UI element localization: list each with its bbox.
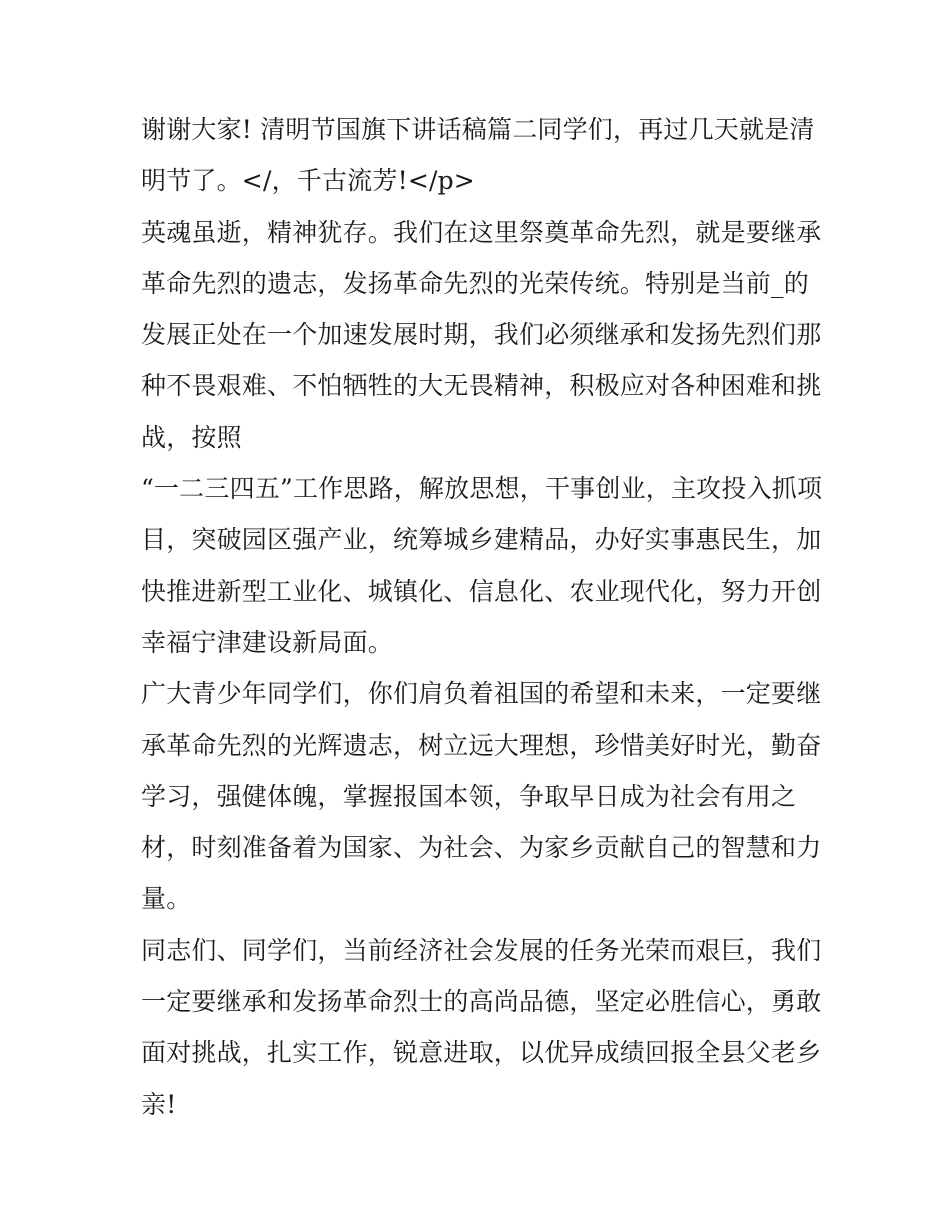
text-line: 发展正处在一个加速发展时期，我们必须继承和发扬先烈们那 [141,320,822,350]
text-line: 亲! [141,1089,177,1119]
text-line: 学习，强健体魄，掌握报国本领，争取早日成为社会有用之 [141,781,797,811]
text-line: 广大青少年同学们，你们肩负着祖国的希望和未来，一定要继 [141,679,822,709]
text-line: 承革命先烈的光辉遗志，树立远大理想，珍惜美好时光，勤奋 [141,730,822,760]
text-line: 英魂虽逝，精神犹存。我们在这里祭奠革命先烈，就是要继承 [141,217,822,247]
text-line: 明节了。</，千古流芳!</p> [141,166,475,196]
text-line: 谢谢大家! 清明节国旗下讲话稿篇二同学们，再过几天就是清 [141,115,815,144]
text-line: 目，突破园区强产业，统筹城乡建精品，办好实事惠民生，加 [141,525,822,555]
text-line: 同志们、同学们，当前经济社会发展的任务光荣而艰巨，我们 [141,935,822,965]
text-line: “一二三四五”工作思路，解放思想，干事创业，主攻投入抓项 [141,474,823,504]
text-line: 材，时刻准备着为国家、为社会、为家乡贡献自己的智慧和力 [141,833,822,863]
body-text [141,104,821,1130]
text-line: 快推进新型工业化、城镇化、信息化、农业现代化，努力开创 [141,576,822,606]
text-line: 一定要继承和发扬革命烈士的高尚品德，坚定必胜信心，勇敢 [141,987,822,1017]
text-line: 种不畏艰难、不怕牺牲的大无畏精神，积极应对各种困难和挑 [141,371,822,401]
text-line: 量。 [141,884,192,914]
text-line: 战，按照 [141,422,242,452]
text-line: 革命先烈的遗志，发扬革命先烈的光荣传统。特别是当前_的 [141,268,809,298]
text-line: 幸福宁津建设新局面。 [141,627,394,657]
text-line: 面对挑战，扎实工作，锐意进取，以优异成绩回报全县父老乡 [141,1038,822,1068]
